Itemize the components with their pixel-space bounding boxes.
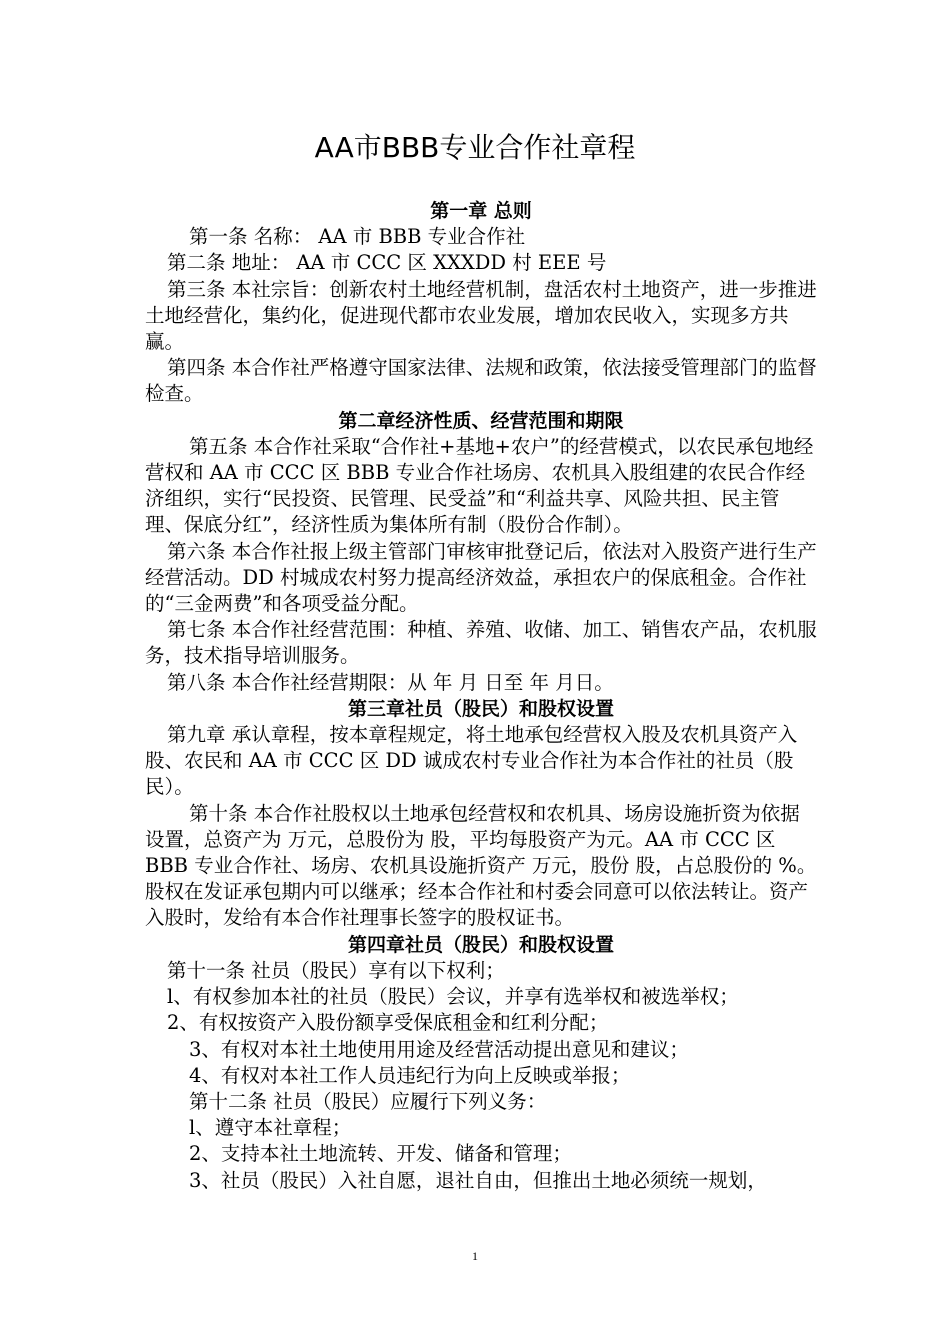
chapter-heading: 第三章社员（股民）和股权设置 — [347, 697, 614, 720]
paragraph: 第十二条 社员（股民）应履行下列义务： — [189, 1089, 547, 1113]
paragraph: 第六条 本合作社报上级主管部门审核审批登记后，依法对入股资产进行生产经营活动。DD 村城成农村努力提高经济效益，承担农户的保底租金。合作社的“三金两费”和各项受益分配。 — [145, 539, 817, 616]
page-number: 1 — [472, 1249, 478, 1263]
paragraph: 2、支持本社土地流转、开发、储备和管理； — [189, 1142, 572, 1166]
document-body — [145, 198, 817, 1194]
paragraph: 第十条 本合作社股权以土地承包经营权和农机具、场房设施折资为依据设置，总资产为 万元，总股份为 股，平均每股资产为元。AA 市 CCC 区 BBB 专业合作社、场房、农机具设施折资产 万元，股份 股，占总股份的 %。股权在发证承包期内可以继承；经本合作社和村委会同意可以依法转让。资产入股时，发给有本合作社理事长签字的股权证书。 — [145, 801, 817, 930]
paragraph: l、有权参加本社的社员（股民）会议，并享有选举权和被选举权； — [167, 985, 739, 1009]
chapter-heading: 第一章 总则 — [430, 200, 532, 222]
paragraph: 第一条 名称： AA 市 BBB 专业合作社 — [189, 225, 526, 249]
paragraph: 第二条 地址： AA 市 CCC 区 XXXDD 村 EEE 号 — [167, 251, 607, 275]
paragraph: 第十一条 社员（股民）享有以下权利； — [167, 958, 505, 982]
paragraph: 2、有权按资产入股份额享受保底租金和红利分配； — [167, 1011, 609, 1035]
paragraph: 第五条 本合作社采取“合作社+基地+农户”的经营模式，以农民承包地经营权和 AA 市 CCC 区 BBB 专业合作社场房、农机具入股组建的农民合作经济组织，实行“民投资、民管理、民受益”和“利益共享、风险共担、民主管理、保底分红”，经济性质为集体所有制（股份合作制）。 — [145, 434, 814, 537]
paragraph: 第四条 本合作社严格遵守国家法律、法规和政策，依法接受管理部门的监督检查。 — [145, 356, 817, 406]
paragraph: 3、社员（股民）入社自愿，退社自由，但推出土地必须统一规划， — [189, 1168, 767, 1192]
paragraph: 第八条 本合作社经营期限：从 年 月 日至 年 月日。 — [167, 670, 614, 694]
paragraph: 第七条 本合作社经营范围：种植、养殖、收储、加工、销售农产品，农机服务，技术指导培训服务。 — [145, 618, 817, 668]
paragraph: l、遵守本社章程； — [189, 1116, 352, 1140]
chapter-heading: 第四章社员（股民）和股权设置 — [347, 933, 614, 956]
paragraph: 第三条 本社宗旨：创新农村土地经营机制，盘活农村土地资产，进一步推进土地经营化，集约化，促进现代都市农业发展，增加农民收入，实现多方共赢。 — [145, 277, 817, 354]
document-title: AA市BBB专业合作社章程 — [314, 131, 636, 164]
paragraph: 3、有权对本社土地使用用途及经营活动提出意见和建议； — [189, 1037, 689, 1061]
chapter-heading: 第二章经济性质、经营范围和期限 — [338, 409, 624, 432]
paragraph: 第九章 承认章程，按本章程规定，将土地承包经营权入股及农机具资产入股、农民和 AA 市 CCC 区 DD 诚成农村专业合作社为本合作社的社员（股民）。 — [145, 723, 798, 799]
paragraph: 4、有权对本社工作人员违纪行为向上反映或举报； — [189, 1063, 631, 1087]
